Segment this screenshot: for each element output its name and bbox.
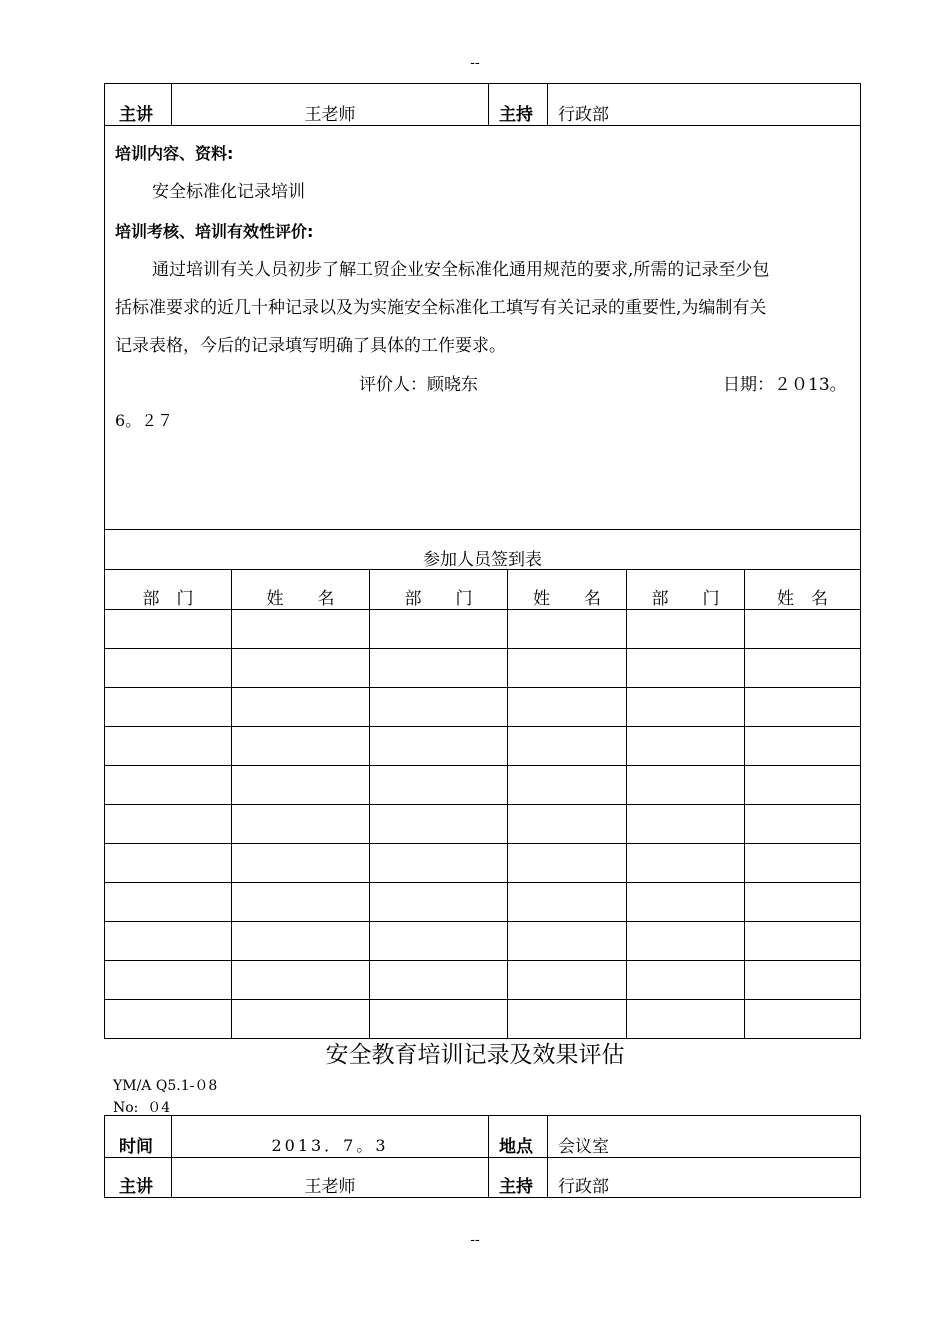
signin-cell[interactable] (627, 688, 745, 727)
signin-cell[interactable] (370, 688, 508, 727)
signin-cell[interactable] (232, 844, 370, 883)
signin-cell[interactable] (745, 922, 861, 961)
signin-row (105, 922, 861, 961)
signin-row (105, 766, 861, 805)
time-row (105, 1116, 861, 1158)
evaluation-line-2: 括标准要求的近几十种记录以及为实施安全标准化工填写有关记录的重要性,为编制有关 (115, 298, 767, 318)
signin-cell[interactable] (745, 649, 861, 688)
time-value: 2013．7。3 (172, 1116, 489, 1158)
lecturer-value: 王老师 (172, 84, 489, 126)
signin-cell[interactable] (370, 766, 508, 805)
signin-header-row (105, 570, 861, 610)
signin-cell[interactable] (745, 844, 861, 883)
signin-table (104, 569, 861, 1039)
signin-title: 参加人员签到表 (104, 529, 861, 570)
signin-cell[interactable] (232, 1000, 370, 1039)
signin-header-name-2: 姓 名 (508, 570, 627, 610)
signin-cell[interactable] (232, 805, 370, 844)
signin-cell[interactable] (508, 610, 627, 649)
signin-cell[interactable] (105, 1000, 232, 1039)
signin-cell[interactable] (370, 883, 508, 922)
signin-cell[interactable] (232, 922, 370, 961)
signin-cell[interactable] (627, 727, 745, 766)
place-label: 地点 (489, 1116, 548, 1158)
signin-cell[interactable] (745, 766, 861, 805)
content-label: 培训内容、资料: (115, 144, 234, 163)
signin-cell[interactable] (745, 610, 861, 649)
evaluation-label: 培训考核、培训有效性评价: (115, 222, 314, 241)
signin-cell[interactable] (508, 649, 627, 688)
second-form-table (104, 1115, 861, 1198)
signin-cell[interactable] (508, 961, 627, 1000)
signin-cell[interactable] (370, 727, 508, 766)
evaluation-date: 日期：２０13。 (723, 375, 847, 395)
signin-cell[interactable] (627, 961, 745, 1000)
signin-cell[interactable] (627, 922, 745, 961)
signin-cell[interactable] (105, 883, 232, 922)
signin-cell[interactable] (627, 766, 745, 805)
second-host-value: 行政部 (548, 1158, 861, 1198)
signin-row (105, 961, 861, 1000)
evaluation-line-1: 通过培训有关人员初步了解工贸企业安全标准化通用规范的要求,所需的记录至少包 (152, 260, 770, 280)
signin-cell[interactable] (508, 844, 627, 883)
signin-cell[interactable] (745, 961, 861, 1000)
signin-header-name-3: 姓 名 (745, 570, 861, 610)
signin-cell[interactable] (370, 844, 508, 883)
form-code: YM/A Q5.1-０8 (113, 1078, 218, 1094)
signin-cell[interactable] (105, 844, 232, 883)
top-info-table (104, 83, 861, 126)
signin-cell[interactable] (232, 649, 370, 688)
signin-cell[interactable] (370, 961, 508, 1000)
signin-cell[interactable] (232, 961, 370, 1000)
second-host-label: 主持 (489, 1158, 548, 1198)
signin-cell[interactable] (627, 844, 745, 883)
evaluator: 评价人：顾晓东 (359, 375, 478, 395)
host-value: 行政部 (548, 84, 861, 126)
lecturer-row (105, 1158, 861, 1198)
second-lecturer-value: 王老师 (172, 1158, 489, 1198)
signin-cell[interactable] (370, 649, 508, 688)
page-footer-mark: -- (470, 1232, 480, 1248)
signin-cell[interactable] (232, 883, 370, 922)
time-label: 时间 (105, 1116, 172, 1158)
signin-cell[interactable] (508, 766, 627, 805)
signin-cell[interactable] (627, 649, 745, 688)
signin-cell[interactable] (232, 766, 370, 805)
signin-cell[interactable] (105, 649, 232, 688)
signin-row (105, 727, 861, 766)
signin-header-dept-1: 部 门 (105, 570, 232, 610)
signin-cell[interactable] (508, 727, 627, 766)
signin-cell[interactable] (627, 805, 745, 844)
evaluation-line-3: 记录表格，今后的记录填写明确了具体的工作要求。 (115, 336, 506, 356)
form-no: No: ０4 (113, 1100, 171, 1116)
signin-row (105, 610, 861, 649)
form-title: 安全教育培训记录及效果评估 (325, 1042, 625, 1068)
lecturer-label: 主讲 (105, 84, 172, 126)
second-lecturer-label: 主讲 (105, 1158, 172, 1198)
signin-cell[interactable] (105, 688, 232, 727)
content-value: 安全标准化记录培训 (152, 182, 305, 202)
signin-cell[interactable] (370, 610, 508, 649)
host-label: 主持 (489, 84, 548, 126)
signin-row (105, 844, 861, 883)
signin-row (105, 883, 861, 922)
signin-row (105, 688, 861, 727)
signin-cell[interactable] (105, 727, 232, 766)
signin-cell[interactable] (627, 610, 745, 649)
signin-cell[interactable] (105, 961, 232, 1000)
signin-cell[interactable] (508, 688, 627, 727)
signin-row (105, 1000, 861, 1039)
signin-cell[interactable] (508, 883, 627, 922)
signin-cell[interactable] (627, 883, 745, 922)
content-section (104, 121, 861, 530)
signin-cell[interactable] (627, 1000, 745, 1039)
signin-row (105, 805, 861, 844)
signin-cell[interactable] (508, 805, 627, 844)
signin-cell[interactable] (745, 805, 861, 844)
signin-cell[interactable] (370, 1000, 508, 1039)
signin-header-name-1: 姓 名 (232, 570, 370, 610)
signin-cell[interactable] (508, 1000, 627, 1039)
signin-cell[interactable] (370, 805, 508, 844)
signin-header-dept-3: 部 门 (627, 570, 745, 610)
signin-cell[interactable] (232, 610, 370, 649)
signin-cell[interactable] (105, 805, 232, 844)
signin-cell[interactable] (745, 727, 861, 766)
signin-cell[interactable] (508, 922, 627, 961)
signin-header-dept-2: 部 门 (370, 570, 508, 610)
signin-cell[interactable] (745, 688, 861, 727)
page-header-mark: -- (470, 55, 480, 71)
signin-cell[interactable] (105, 766, 232, 805)
signin-cell[interactable] (745, 883, 861, 922)
signin-cell[interactable] (105, 922, 232, 961)
place-value: 会议室 (548, 1116, 861, 1158)
signin-cell[interactable] (105, 610, 232, 649)
signin-cell[interactable] (370, 922, 508, 961)
evaluation-date-cont: 6。２７ (115, 411, 174, 430)
signin-cell[interactable] (232, 688, 370, 727)
signin-cell[interactable] (745, 1000, 861, 1039)
signin-cell[interactable] (232, 727, 370, 766)
signin-row (105, 649, 861, 688)
